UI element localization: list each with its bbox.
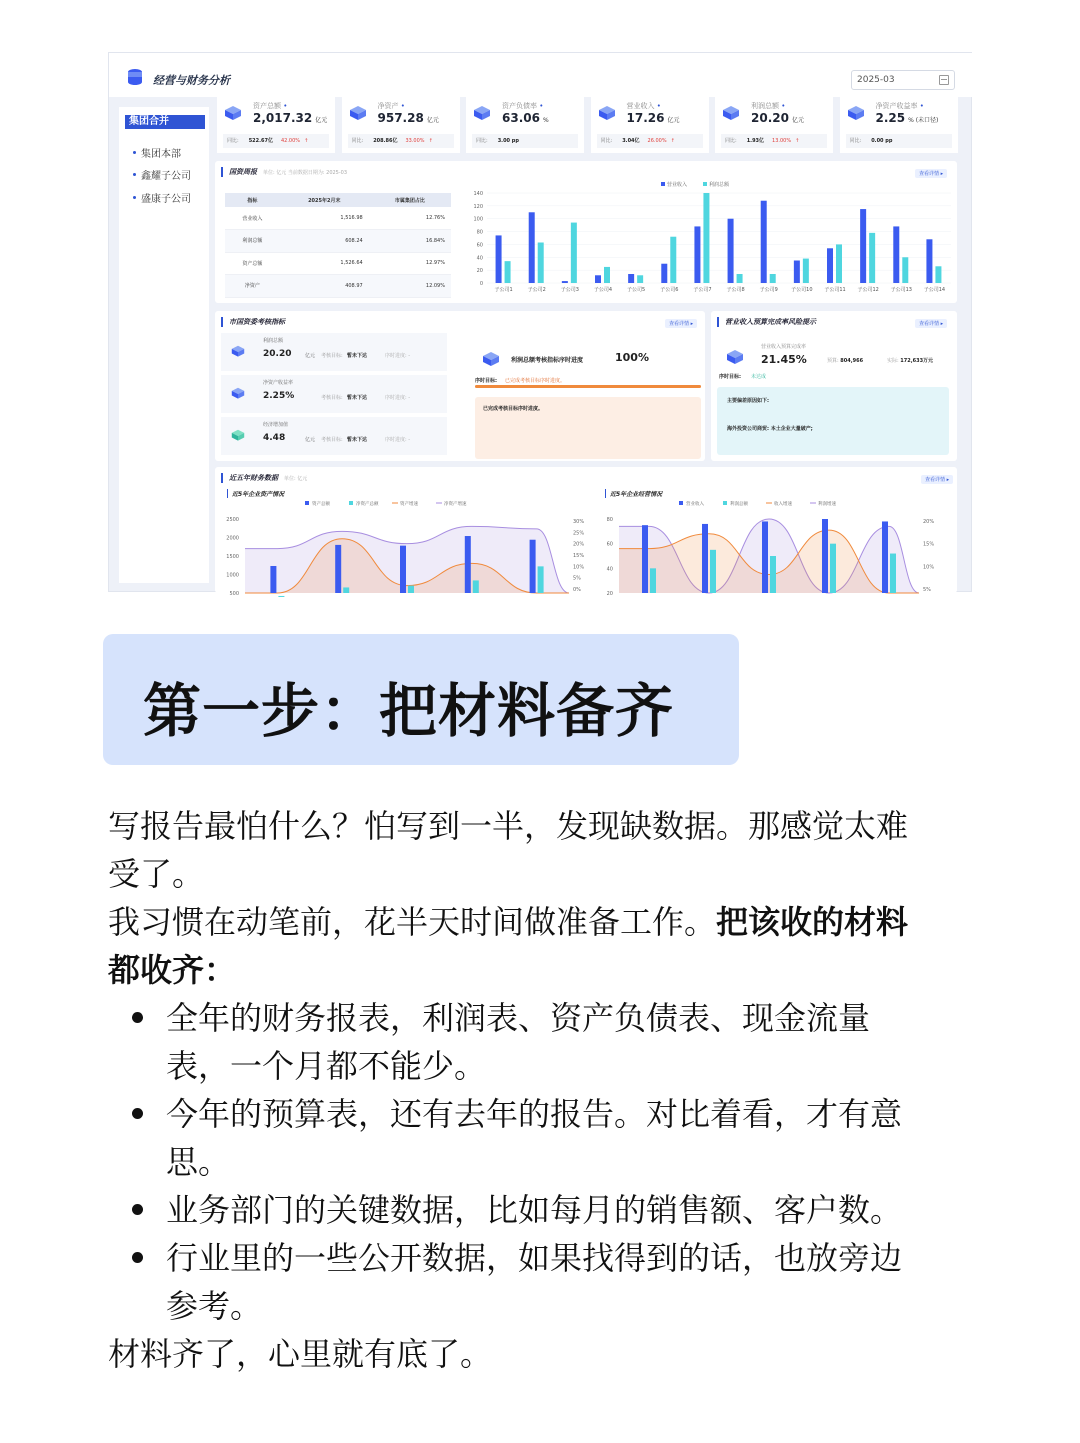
- y-tick-label: 500: [229, 591, 239, 597]
- legend-label: 资产总额: [312, 502, 330, 507]
- progress-status: 序时进度: -: [385, 395, 411, 401]
- sidebar-item-label: 集团本部: [141, 149, 181, 160]
- kpi-yoy: 同比: 0.00 pp: [846, 134, 952, 148]
- table-cell: 12.09%: [369, 275, 451, 298]
- list-item: 全年的财务报表，利润表、资产负债表、现金流量: [166, 999, 871, 1037]
- legend-swatch: [349, 501, 353, 505]
- bar: [836, 244, 842, 283]
- table-cell: 1,526.64: [280, 252, 369, 275]
- x-tick-label: 子公司7: [693, 287, 712, 293]
- table-cell: 16.84%: [369, 230, 451, 253]
- bar: [902, 257, 908, 283]
- column-header: 市属集团占比: [369, 193, 451, 207]
- table-cell: 1,516.98: [280, 207, 369, 230]
- y-tick-label: 20: [606, 591, 613, 597]
- x-tick-label: 子公司2: [527, 287, 546, 293]
- cube-icon: [725, 349, 745, 367]
- panel-meta: 单位: 亿元 当前数据日期为: 2025-03: [263, 170, 348, 176]
- kpi-unit: 亿元: [426, 117, 439, 124]
- paragraph-line: [108, 946, 236, 994]
- kpi-card-net-assets: [342, 97, 460, 153]
- weekly-report-panel: [215, 161, 957, 303]
- asset-combo-chart: [215, 499, 595, 597]
- y-tick-label: 40: [476, 255, 483, 262]
- sidebar-item-label: 盛康子公司: [141, 194, 191, 205]
- paragraph-line: 我习惯在动笔前，花半天时间做准备工作。把该收的材料: [108, 903, 909, 941]
- bar: [496, 235, 502, 283]
- bar: [595, 275, 601, 283]
- up-arrow-icon: ↑: [795, 138, 800, 144]
- chart-title: 近5年企业经营情况: [605, 489, 662, 498]
- y-tick-label: 100: [473, 216, 483, 223]
- bar: [465, 536, 471, 593]
- bar: [882, 521, 888, 593]
- bar: [830, 544, 836, 593]
- panel-title: 营业收入预算完成率风险提示: [717, 317, 816, 327]
- list-item-continuation: 表，一个月都不能少。: [166, 1047, 487, 1085]
- table-cell: 资产总额: [225, 252, 280, 275]
- indicator-label: 经济增加值: [263, 422, 289, 428]
- table-cell: 608.24: [280, 230, 369, 253]
- indicator-row: [221, 375, 447, 413]
- legend-swatch: [305, 501, 309, 505]
- indicator-label: 利润总额: [263, 338, 284, 344]
- bar: [926, 239, 932, 283]
- bar: [408, 586, 414, 593]
- y-tick-label: 1500: [226, 554, 239, 560]
- bullet-icon: [132, 1204, 143, 1215]
- budget-note-box: 主要偏差原因如下: 海外投资公司商贸: 本土企业大量破产;: [717, 387, 949, 455]
- bar: [702, 524, 708, 593]
- budget-plan: 预算: 804,966: [827, 358, 864, 364]
- indicator-value: 4.48: [263, 433, 286, 443]
- x-tick-label: 子公司5: [627, 287, 646, 293]
- chart-title: 近5年企业资产情况: [227, 489, 284, 498]
- budget-rate: 21.45%: [761, 353, 807, 366]
- bar: [893, 226, 899, 283]
- target-value: 暂未下达: [347, 353, 368, 359]
- x-tick-label: 子公司1: [494, 287, 513, 293]
- indicator-unit: 亿元: [305, 437, 316, 443]
- kpi-unit: 亿元: [667, 117, 680, 124]
- target-label: 考核目标:: [321, 353, 343, 359]
- y-tick-label-right: 5%: [573, 575, 581, 582]
- view-details-link[interactable]: 查看详情 ▸: [915, 169, 947, 178]
- subsidiary-bar-chart: [461, 179, 957, 299]
- table-cell: 净资产: [225, 275, 280, 298]
- kpi-label: 资产负债率 •: [502, 101, 543, 111]
- kpi-value: 17.26 亿元: [626, 111, 680, 125]
- table-cell: 营业收入: [225, 207, 280, 230]
- bullet-icon: [132, 1252, 143, 1263]
- kpi-card-total-assets: [217, 97, 335, 153]
- y-tick-label: 40: [606, 566, 613, 573]
- y-tick-label: 0: [479, 281, 483, 287]
- target-value: 暂未下达: [347, 437, 368, 443]
- bar: [860, 209, 866, 283]
- list-item: 业务部门的关键数据，比如每月的销售额、客户数。: [166, 1191, 903, 1229]
- kpi-value: 957.28 亿元: [377, 111, 439, 125]
- date-value: 2025-03: [857, 75, 895, 85]
- x-tick-label: 子公司3: [560, 287, 579, 293]
- y-tick-label: 60: [476, 242, 483, 249]
- up-arrow-icon: ↑: [304, 138, 309, 144]
- kpi-card-roe: [840, 97, 958, 153]
- bar: [670, 237, 676, 283]
- sidebar-item-label: 鑫耀子公司: [141, 171, 191, 182]
- cube-icon: [348, 105, 368, 123]
- y-tick-label-right: 25%: [573, 530, 585, 537]
- bar: [890, 554, 896, 593]
- app-title: 经营与财务分析: [153, 74, 230, 87]
- indicator-value: 2.25%: [263, 391, 295, 401]
- kpi-value: 2,017.32 亿元: [253, 111, 328, 125]
- column-header: 2025年2月末: [280, 193, 369, 207]
- closing-line: 材料齐了，心里就有底了。: [108, 1335, 493, 1373]
- table-row: [225, 207, 451, 230]
- bar: [642, 525, 648, 593]
- budget-target: 未达成: [751, 374, 767, 380]
- y-tick-label: 80: [476, 229, 483, 236]
- bar: [343, 587, 349, 593]
- y-tick-label-right: 0%: [573, 587, 581, 593]
- date-picker[interactable]: [851, 70, 955, 90]
- bullet-icon: [133, 151, 136, 154]
- bar: [761, 201, 767, 283]
- cube-icon: [223, 105, 243, 123]
- budget-risk-panel: [711, 311, 957, 461]
- kpi-label: 利润总额 •: [751, 101, 785, 111]
- progress-note: 已完成考核目标序时进度。: [475, 397, 701, 459]
- view-details-link[interactable]: 查看详情 ▸: [915, 319, 947, 328]
- cube-icon: [472, 105, 492, 123]
- y-tick-label: 2500: [226, 517, 239, 523]
- table-cell: 利润总额: [225, 230, 280, 253]
- legend-label: 净资产总额: [356, 502, 379, 507]
- cube-icon: [481, 351, 501, 369]
- progress-bar-fill: [475, 385, 701, 388]
- y-tick-label: 60: [606, 541, 613, 548]
- bullet-icon: [133, 196, 136, 199]
- y-tick-label: 140: [473, 191, 483, 197]
- list-item: 行业里的一些公开数据，如果找得到的话，也放旁边: [166, 1239, 903, 1277]
- five-year-panel: [215, 467, 957, 597]
- indicator-value: 20.20: [263, 349, 292, 359]
- bar: [505, 261, 511, 283]
- progress-value: 100%: [615, 351, 649, 364]
- indicator-label: 净资产收益率: [263, 380, 294, 386]
- kpi-yoy: 同比: 3.04亿 26.00% ↑: [597, 134, 703, 148]
- cube-icon: [597, 105, 617, 123]
- kpi-unit: % (未口径): [908, 117, 939, 124]
- legend-label: 资产增速: [400, 502, 418, 507]
- bar: [538, 566, 544, 593]
- panel-title: 近五年财务数据 单位: 亿元: [221, 473, 307, 483]
- budget-target-label: 序时目标:: [719, 374, 741, 380]
- bold-phrase: 把该收的材料: [716, 903, 909, 941]
- kpi-yoy: 同比: 1.93亿 13.00% ↑: [721, 134, 827, 148]
- kpi-label: 营业收入 •: [627, 101, 661, 111]
- target-label: 考核目标:: [321, 437, 343, 443]
- paragraph-line: 受了。: [108, 855, 205, 893]
- y-tick-label-right: 15%: [923, 541, 935, 548]
- legend-label: 收入增速: [774, 502, 792, 507]
- kpi-label: 资产总额 •: [253, 101, 287, 111]
- cube-icon: [846, 105, 866, 123]
- progress-status: 序时进度: -: [385, 353, 411, 359]
- sidebar: [119, 107, 209, 583]
- dashboard-screenshot: [108, 52, 972, 597]
- kpi-value: 20.20 亿元: [751, 111, 804, 125]
- cube-icon: [721, 105, 741, 123]
- panel-title: 国资周报 单位: 亿元 当前数据日期为: 2025-03: [221, 167, 347, 177]
- list-item: 今年的预算表，还有去年的报告。对比着看，才有意: [166, 1095, 903, 1133]
- table-cell: 408.97: [280, 275, 369, 298]
- bar: [637, 275, 643, 283]
- legend-swatch: [703, 182, 707, 186]
- column-header: 指标: [225, 193, 280, 207]
- bar: [794, 261, 800, 284]
- progress-target-label: 序时目标:: [475, 378, 497, 384]
- bar: [538, 243, 544, 284]
- y-tick-label-right: 30%: [573, 518, 585, 525]
- progress-status: 序时进度: -: [385, 437, 411, 443]
- kpi-yoy: 同比: 522.67亿 42.00% ↑: [223, 134, 329, 148]
- kpi-card-debt-ratio: [466, 97, 584, 153]
- up-arrow-icon: ↑: [670, 138, 675, 144]
- bar: [694, 226, 700, 283]
- section-heading: 第一步：把材料备齐: [143, 677, 675, 745]
- dashboard-header: [109, 53, 973, 97]
- table-cell: 12.76%: [369, 207, 451, 230]
- legend-label: 净资产增速: [444, 502, 467, 507]
- legend-swatch: [661, 182, 665, 186]
- bar: [728, 219, 734, 283]
- kpi-value: 2.25 % (未口径): [875, 111, 939, 125]
- bar: [604, 267, 610, 283]
- bar: [803, 259, 809, 283]
- cube-icon: [229, 387, 247, 401]
- indicator-unit: 亿元: [305, 353, 316, 359]
- bar: [650, 568, 656, 593]
- table-cell: 12.97%: [369, 252, 451, 275]
- bar: [473, 580, 479, 593]
- heading-banner: [103, 634, 739, 765]
- table-row: [225, 252, 451, 275]
- bar: [278, 596, 284, 597]
- y-tick-label: 1000: [226, 572, 239, 579]
- assessment-panel: [215, 311, 705, 461]
- bar: [400, 546, 406, 593]
- y-tick-label-right: 5%: [923, 587, 931, 593]
- budget-label: 营业收入预算完成率: [761, 344, 807, 350]
- y-tick-label-right: 15%: [573, 552, 585, 559]
- bar: [869, 233, 875, 283]
- x-tick-label: 子公司10: [791, 287, 813, 293]
- cube-icon: [229, 429, 247, 443]
- indicator-row: [221, 417, 447, 455]
- bar: [335, 545, 341, 593]
- legend-label: 营业收入: [667, 182, 688, 188]
- bar: [827, 248, 833, 283]
- target-label: 考核目标:: [321, 395, 343, 401]
- legend-label: 利润增速: [818, 502, 836, 507]
- legend-label: 利润总额: [709, 182, 730, 188]
- bullet-icon: [132, 1108, 143, 1119]
- kpi-unit: 亿元: [315, 117, 328, 124]
- kpi-label: 净资产收益率 •: [876, 101, 924, 111]
- y-tick-label: 120: [473, 203, 483, 210]
- calendar-icon[interactable]: [939, 75, 949, 85]
- bar: [529, 212, 535, 283]
- x-tick-label: 子公司8: [726, 287, 745, 293]
- y-tick-label: 80: [606, 517, 613, 523]
- y-tick-label-right: 20%: [573, 541, 585, 548]
- database-icon: [127, 68, 143, 86]
- y-tick-label-right: 10%: [573, 564, 585, 571]
- list-item-continuation: 参考。: [166, 1287, 263, 1325]
- bar: [737, 274, 743, 283]
- bar: [571, 223, 577, 283]
- series-area: [245, 526, 569, 593]
- x-tick-label: 子公司4: [593, 287, 613, 293]
- bar: [661, 264, 667, 283]
- bar: [530, 540, 536, 593]
- kpi-value: 63.06 %: [502, 111, 549, 125]
- bar: [562, 281, 568, 283]
- progress-target: 已完成考核目标序时进度。: [505, 378, 566, 384]
- x-tick-label: 子公司9: [759, 287, 778, 293]
- operations-combo-chart: [595, 499, 957, 597]
- sidebar-item-shengkang[interactable]: [133, 190, 191, 205]
- x-tick-label: 子公司14: [923, 287, 946, 293]
- up-arrow-icon: ↑: [428, 138, 433, 144]
- bar: [270, 566, 276, 593]
- y-tick-label-right: 20%: [923, 518, 935, 525]
- kpi-yoy: 同比: 208.86亿 33.00% ↑: [348, 134, 454, 148]
- panel-meta: 单位: 亿元: [284, 476, 308, 482]
- kpi-yoy: 同比: 3.00 pp: [472, 134, 578, 148]
- budget-actual: 实际: 172,633万元: [887, 358, 934, 364]
- bar: [770, 274, 776, 283]
- table-row: [225, 275, 451, 298]
- kpi-label: 净资产 •: [378, 101, 405, 111]
- y-tick-label-right: 10%: [923, 564, 935, 571]
- bar: [628, 274, 634, 283]
- kpi-unit: %: [542, 117, 549, 124]
- bullet-icon: [132, 1012, 143, 1023]
- progress-label: 利润总额考核指标序时进度: [511, 357, 584, 364]
- cube-icon: [229, 345, 247, 359]
- panel-title: 市国资委考核指标: [221, 317, 285, 327]
- legend-label: 营业收入: [686, 502, 704, 507]
- bullet-icon: [133, 173, 136, 176]
- indicator-row: [221, 333, 447, 371]
- x-tick-label: 子公司13: [890, 287, 912, 293]
- sidebar-item-xinyao[interactable]: [133, 167, 191, 182]
- kpi-card-total-profit: [715, 97, 833, 153]
- progress-bar: [475, 385, 701, 388]
- bar: [822, 519, 828, 593]
- sidebar-item-hq[interactable]: [133, 145, 181, 160]
- legend-label: 利润总额: [730, 502, 748, 507]
- table-row: [225, 230, 451, 253]
- sidebar-item-group[interactable]: 集团合并: [125, 115, 205, 129]
- bar: [710, 550, 716, 593]
- bold-phrase: 都收齐：: [108, 951, 237, 989]
- y-tick-label: 2000: [226, 535, 239, 542]
- kpi-unit: 亿元: [791, 117, 804, 124]
- y-tick-label: 20: [476, 268, 483, 275]
- bar: [703, 193, 709, 283]
- x-tick-label: 子公司12: [857, 287, 879, 293]
- report-table: [225, 193, 451, 298]
- view-details-link[interactable]: 查看详情 ▸: [921, 475, 953, 484]
- paragraph-line: 写报告最怕什么？怕写到一半，发现缺数据。那感觉太难: [108, 807, 909, 845]
- bar: [762, 521, 768, 593]
- target-value: 暂未下达: [347, 395, 368, 401]
- x-tick-label: 子公司6: [660, 287, 679, 293]
- legend-swatch: [723, 501, 727, 505]
- view-details-link[interactable]: 查看详情 ▸: [665, 319, 697, 328]
- x-tick-label: 子公司11: [824, 287, 846, 293]
- progress-card: [471, 341, 703, 459]
- bar: [770, 556, 776, 593]
- bar: [935, 266, 941, 283]
- legend-swatch: [679, 501, 683, 505]
- list-item-continuation: 思。: [166, 1143, 231, 1181]
- kpi-card-revenue: [591, 97, 709, 153]
